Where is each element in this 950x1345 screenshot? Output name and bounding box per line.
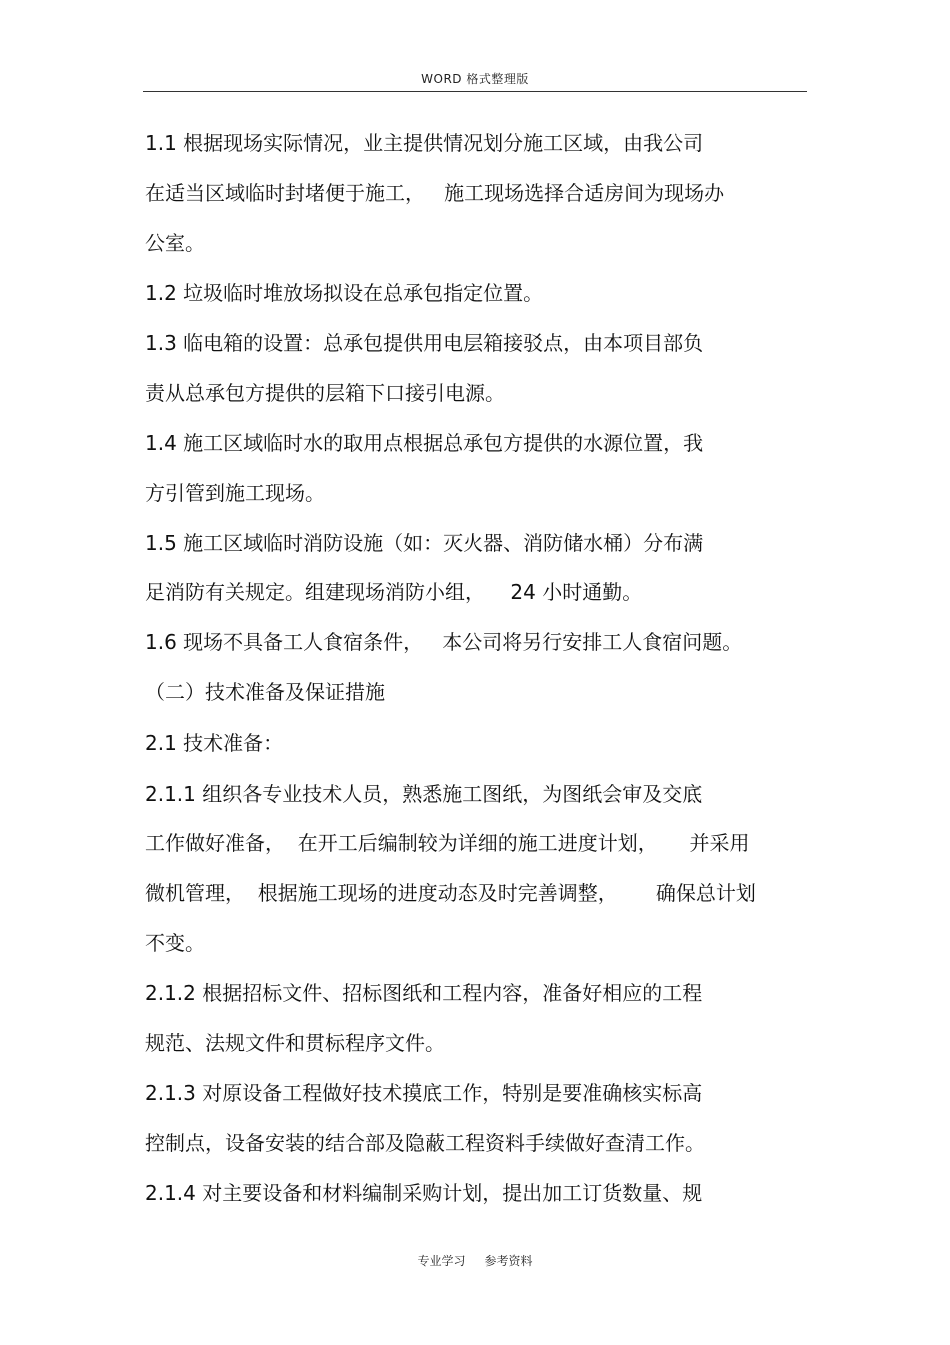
paragraph-line: 控制点，设备安装的结合部及隐蔽工程资料手续做好查清工作。 [145, 1131, 705, 1155]
paragraph-line: 1.3 临电箱的设置：总承包提供用电层箱接驳点，由本项目部负 [145, 331, 704, 355]
paragraph-line: 工作做好准备， 在开工后编制较为详细的施工进度计划， 并采用 [145, 831, 750, 855]
section-heading: （二）技术准备及保证措施 [145, 680, 385, 704]
subsection-heading: 2.1 技术准备： [145, 731, 284, 755]
paragraph-line: 1.6 现场不具备工人食宿条件， 本公司将另行安排工人食宿问题。 [145, 630, 743, 654]
page-header: WORD 格式整理版 [421, 72, 529, 86]
paragraph-line: 2.1.4 对主要设备和材料编制采购计划，提出加工订货数量、规 [145, 1181, 703, 1205]
paragraph-line: 1.2 垃圾临时堆放场拟设在总承包指定位置。 [145, 281, 544, 305]
paragraph-line: 规范、法规文件和贯标程序文件。 [145, 1031, 445, 1055]
paragraph-line: 不变。 [145, 931, 205, 955]
paragraph-line: 微机管理， 根据施工现场的进度动态及时完善调整， 确保总计划 [145, 881, 756, 905]
paragraph-line: 方引管到施工现场。 [145, 481, 325, 505]
header-divider [143, 91, 807, 92]
paragraph-line: 1.4 施工区域临时水的取用点根据总承包方提供的水源位置，我 [145, 431, 704, 455]
paragraph-line: 在适当区域临时封堵便于施工， 施工现场选择合适房间为现场办 [145, 181, 725, 205]
paragraph-line: 责从总承包方提供的层箱下口接引电源。 [145, 381, 505, 405]
paragraph-line: 1.5 施工区域临时消防设施（如：灭火器、消防储水桶）分布满 [145, 531, 704, 555]
paragraph-line: 2.1.1 组织各专业技术人员，熟悉施工图纸，为图纸会审及交底 [145, 782, 703, 806]
page-footer: 专业学习 参考资料 [417, 1254, 533, 1268]
paragraph-line: 2.1.3 对原设备工程做好技术摸底工作，特别是要准确核实标高 [145, 1081, 703, 1105]
paragraph-line: 1.1 根据现场实际情况，业主提供情况划分施工区域，由我公司 [145, 131, 704, 155]
paragraph-line: 2.1.2 根据招标文件、招标图纸和工程内容，准备好相应的工程 [145, 981, 703, 1005]
paragraph-line: 公室。 [145, 231, 205, 255]
paragraph-line: 足消防有关规定。组建现场消防小组， 24 小时通勤。 [145, 580, 643, 604]
